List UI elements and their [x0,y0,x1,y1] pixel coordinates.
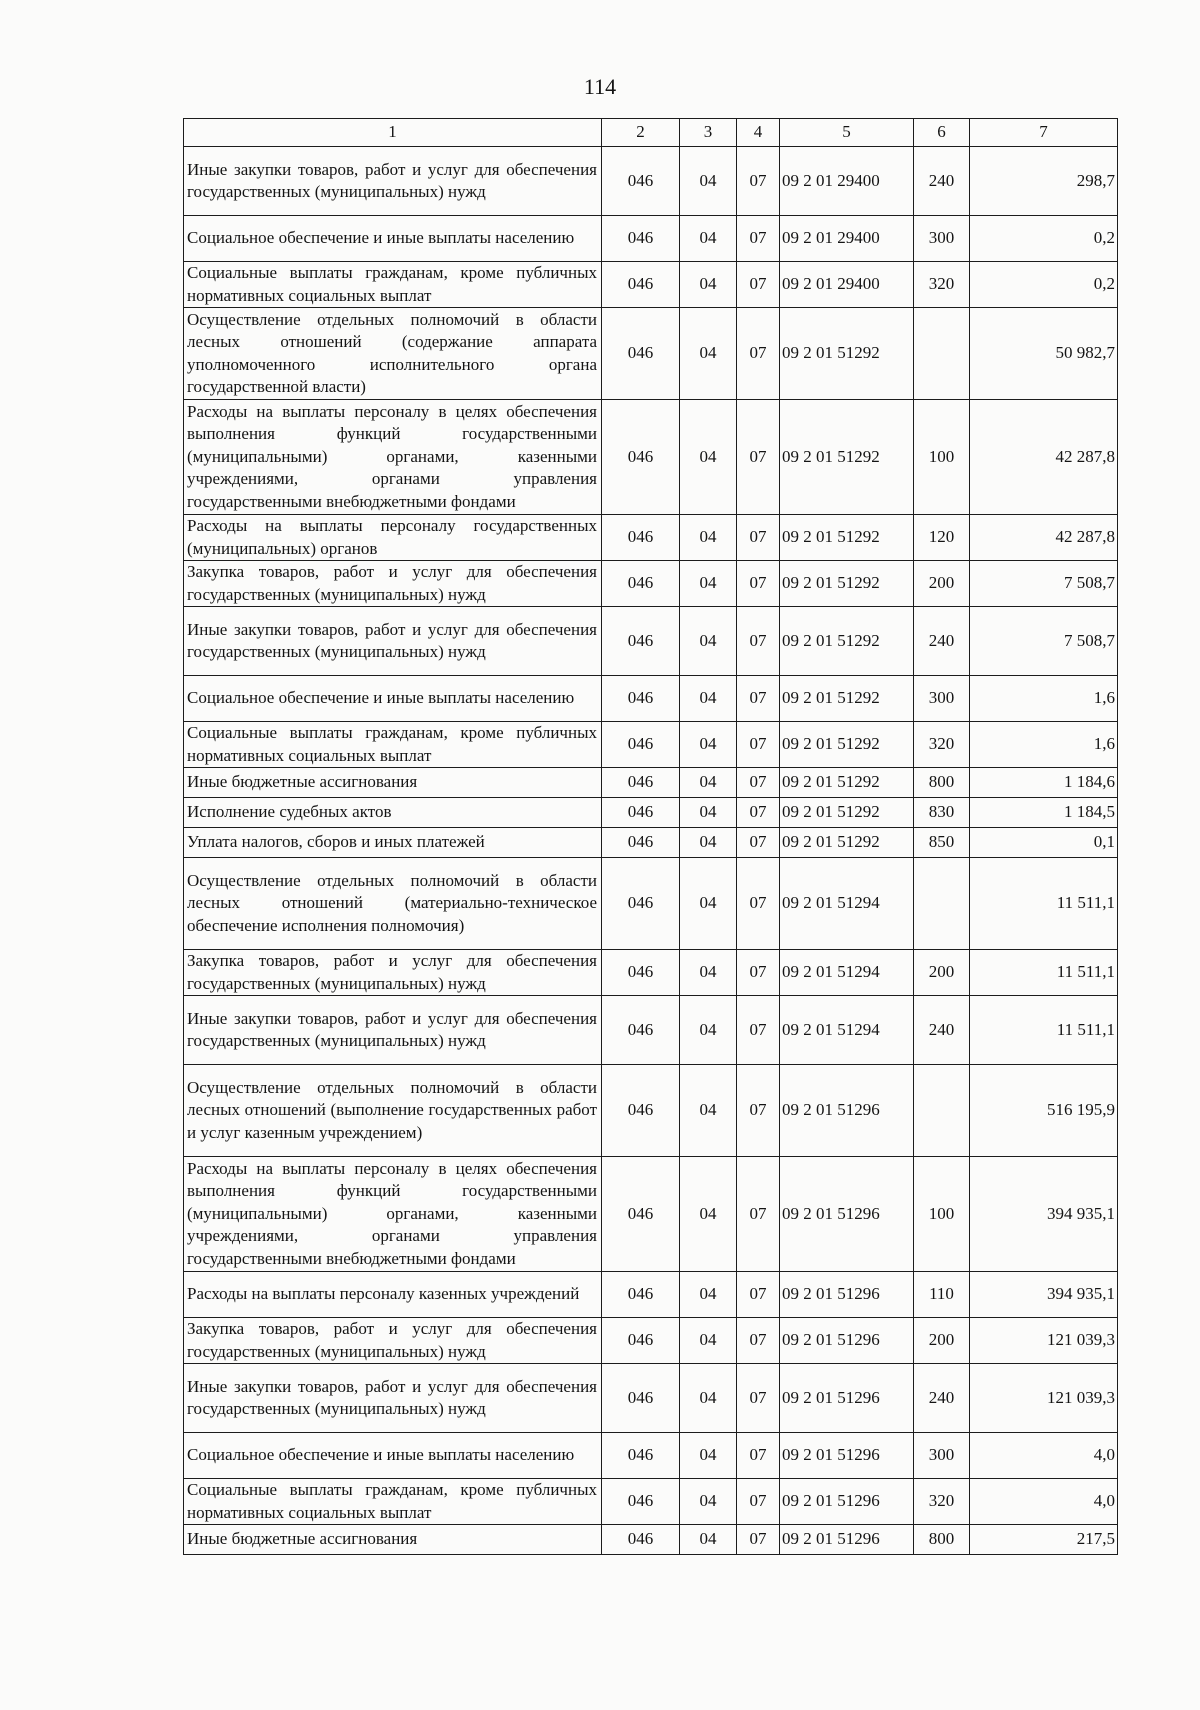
subsection-code-cell: 07 [737,1525,780,1555]
subsection-code-cell: 07 [737,858,780,950]
table-body [184,147,1118,1555]
table-row [184,1318,1118,1364]
subsection-code-cell: 07 [737,1157,780,1272]
ministry-code-cell: 046 [602,768,680,798]
amount-cell: 11 511,1 [970,950,1118,996]
section-code-cell: 04 [680,515,737,561]
target-article-cell: 09 2 01 51294 [780,996,914,1065]
target-article-cell: 09 2 01 29400 [780,147,914,216]
expense-type-cell: 320 [914,722,970,768]
subsection-code-cell: 07 [737,676,780,722]
table-row [184,798,1118,828]
table-row [184,1479,1118,1525]
column-header: 3 [680,119,737,147]
amount-cell: 50 982,7 [970,308,1118,400]
table-row [184,262,1118,308]
subsection-code-cell: 07 [737,828,780,858]
ministry-code-cell: 046 [602,1433,680,1479]
section-code-cell: 04 [680,798,737,828]
target-article-cell: 09 2 01 51292 [780,561,914,607]
subsection-code-cell: 07 [737,996,780,1065]
amount-cell: 121 039,3 [970,1364,1118,1433]
ministry-code-cell: 046 [602,1272,680,1318]
amount-cell: 4,0 [970,1433,1118,1479]
section-code-cell: 04 [680,1272,737,1318]
ministry-code-cell: 046 [602,996,680,1065]
section-code-cell: 04 [680,308,737,400]
expense-name-cell: Иные закупки товаров, работ и услуг для обеспечения государственных (муниципальных) нужд [184,147,602,216]
table-row [184,1525,1118,1555]
expense-name-cell: Осуществление отдельных полномочий в области лесных отношений (материально-техническое обеспечение исполнения полномочия) [184,858,602,950]
section-code-cell: 04 [680,607,737,676]
subsection-code-cell: 07 [737,798,780,828]
section-code-cell: 04 [680,1364,737,1433]
subsection-code-cell: 07 [737,722,780,768]
amount-cell: 217,5 [970,1525,1118,1555]
table-row [184,828,1118,858]
expense-type-cell: 110 [914,1272,970,1318]
target-article-cell: 09 2 01 29400 [780,262,914,308]
subsection-code-cell: 07 [737,1065,780,1157]
expense-type-cell: 100 [914,400,970,515]
table-row [184,607,1118,676]
amount-cell: 11 511,1 [970,858,1118,950]
table-row [184,768,1118,798]
amount-cell: 7 508,7 [970,607,1118,676]
subsection-code-cell: 07 [737,1318,780,1364]
target-article-cell: 09 2 01 51292 [780,400,914,515]
ministry-code-cell: 046 [602,1065,680,1157]
target-article-cell: 09 2 01 51296 [780,1433,914,1479]
target-article-cell: 09 2 01 51292 [780,676,914,722]
table-header-row [184,119,1118,147]
section-code-cell: 04 [680,950,737,996]
expense-name-cell: Иные закупки товаров, работ и услуг для обеспечения государственных (муниципальных) нужд [184,1364,602,1433]
subsection-code-cell: 07 [737,950,780,996]
subsection-code-cell: 07 [737,147,780,216]
expense-type-cell: 320 [914,262,970,308]
amount-cell: 394 935,1 [970,1272,1118,1318]
amount-cell: 1,6 [970,676,1118,722]
target-article-cell: 09 2 01 51292 [780,798,914,828]
table-row [184,996,1118,1065]
budget-table [183,118,1118,1555]
section-code-cell: 04 [680,561,737,607]
ministry-code-cell: 046 [602,858,680,950]
ministry-code-cell: 046 [602,1364,680,1433]
subsection-code-cell: 07 [737,515,780,561]
expense-type-cell: 300 [914,1433,970,1479]
target-article-cell: 09 2 01 29400 [780,216,914,262]
table-row [184,400,1118,515]
subsection-code-cell: 07 [737,1433,780,1479]
expense-type-cell: 800 [914,768,970,798]
subsection-code-cell: 07 [737,262,780,308]
ministry-code-cell: 046 [602,1479,680,1525]
amount-cell: 4,0 [970,1479,1118,1525]
amount-cell: 1 184,6 [970,768,1118,798]
column-header: 1 [184,119,602,147]
ministry-code-cell: 046 [602,828,680,858]
expense-name-cell: Социальное обеспечение и иные выплаты населению [184,1433,602,1479]
target-article-cell: 09 2 01 51296 [780,1525,914,1555]
target-article-cell: 09 2 01 51292 [780,722,914,768]
amount-cell: 11 511,1 [970,996,1118,1065]
target-article-cell: 09 2 01 51296 [780,1272,914,1318]
ministry-code-cell: 046 [602,561,680,607]
subsection-code-cell: 07 [737,1364,780,1433]
expense-name-cell: Закупка товаров, работ и услуг для обеспечения государственных (муниципальных) нужд [184,950,602,996]
expense-name-cell: Социальные выплаты гражданам, кроме публичных нормативных социальных выплат [184,1479,602,1525]
table-row [184,722,1118,768]
ministry-code-cell: 046 [602,1318,680,1364]
section-code-cell: 04 [680,262,737,308]
target-article-cell: 09 2 01 51292 [780,768,914,798]
table-row [184,216,1118,262]
target-article-cell: 09 2 01 51292 [780,308,914,400]
section-code-cell: 04 [680,147,737,216]
expense-type-cell: 300 [914,216,970,262]
expense-type-cell: 240 [914,607,970,676]
expense-name-cell: Социальное обеспечение и иные выплаты населению [184,216,602,262]
amount-cell: 1,6 [970,722,1118,768]
amount-cell: 42 287,8 [970,515,1118,561]
expense-name-cell: Расходы на выплаты персоналу казенных учреждений [184,1272,602,1318]
table-row [184,858,1118,950]
ministry-code-cell: 046 [602,722,680,768]
expense-type-cell: 200 [914,1318,970,1364]
ministry-code-cell: 046 [602,400,680,515]
expense-name-cell: Иные бюджетные ассигнования [184,768,602,798]
ministry-code-cell: 046 [602,308,680,400]
expense-type-cell: 240 [914,147,970,216]
amount-cell: 394 935,1 [970,1157,1118,1272]
ministry-code-cell: 046 [602,798,680,828]
table-row [184,1272,1118,1318]
section-code-cell: 04 [680,1525,737,1555]
subsection-code-cell: 07 [737,768,780,798]
table-row [184,147,1118,216]
expense-name-cell: Исполнение судебных актов [184,798,602,828]
ministry-code-cell: 046 [602,262,680,308]
amount-cell: 42 287,8 [970,400,1118,515]
ministry-code-cell: 046 [602,147,680,216]
table-row [184,308,1118,400]
subsection-code-cell: 07 [737,1479,780,1525]
column-header: 6 [914,119,970,147]
table-row [184,950,1118,996]
section-code-cell: 04 [680,768,737,798]
section-code-cell: 04 [680,1318,737,1364]
expense-type-cell: 240 [914,996,970,1065]
expense-name-cell: Закупка товаров, работ и услуг для обеспечения государственных (муниципальных) нужд [184,1318,602,1364]
table-row [184,1364,1118,1433]
section-code-cell: 04 [680,1433,737,1479]
expense-type-cell: 100 [914,1157,970,1272]
expense-type-cell: 120 [914,515,970,561]
ministry-code-cell: 046 [602,1525,680,1555]
section-code-cell: 04 [680,1157,737,1272]
expense-type-cell [914,1065,970,1157]
expense-type-cell: 240 [914,1364,970,1433]
table-row [184,1157,1118,1272]
expense-type-cell: 320 [914,1479,970,1525]
expense-type-cell: 830 [914,798,970,828]
ministry-code-cell: 046 [602,676,680,722]
target-article-cell: 09 2 01 51296 [780,1157,914,1272]
section-code-cell: 04 [680,828,737,858]
ministry-code-cell: 046 [602,216,680,262]
target-article-cell: 09 2 01 51292 [780,607,914,676]
section-code-cell: 04 [680,722,737,768]
column-header: 5 [780,119,914,147]
expense-type-cell: 850 [914,828,970,858]
expense-name-cell: Расходы на выплаты персоналу государственных (муниципальных) органов [184,515,602,561]
expense-name-cell: Социальные выплаты гражданам, кроме публичных нормативных социальных выплат [184,262,602,308]
expense-name-cell: Иные закупки товаров, работ и услуг для обеспечения государственных (муниципальных) нужд [184,607,602,676]
amount-cell: 7 508,7 [970,561,1118,607]
expense-name-cell: Закупка товаров, работ и услуг для обеспечения государственных (муниципальных) нужд [184,561,602,607]
section-code-cell: 04 [680,400,737,515]
expense-type-cell: 300 [914,676,970,722]
expense-type-cell: 200 [914,561,970,607]
expense-type-cell [914,308,970,400]
expense-type-cell [914,858,970,950]
column-header: 4 [737,119,780,147]
amount-cell: 121 039,3 [970,1318,1118,1364]
section-code-cell: 04 [680,676,737,722]
section-code-cell: 04 [680,216,737,262]
target-article-cell: 09 2 01 51294 [780,858,914,950]
section-code-cell: 04 [680,1065,737,1157]
expense-name-cell: Иные закупки товаров, работ и услуг для обеспечения государственных (муниципальных) нужд [184,996,602,1065]
expense-name-cell: Расходы на выплаты персоналу в целях обеспечения выполнения функций государственными (муниципальными) органами, казенными учреждениями, органами управления государственными внебюджетными фондами [184,400,602,515]
page-number: 114 [583,74,617,99]
table-row [184,515,1118,561]
ministry-code-cell: 046 [602,1157,680,1272]
subsection-code-cell: 07 [737,1272,780,1318]
expense-name-cell: Социальные выплаты гражданам, кроме публичных нормативных социальных выплат [184,722,602,768]
section-code-cell: 04 [680,1479,737,1525]
table-row [184,1433,1118,1479]
column-header: 2 [602,119,680,147]
amount-cell: 0,2 [970,216,1118,262]
expense-name-cell: Расходы на выплаты персоналу в целях обеспечения выполнения функций государственными (муниципальными) органами, казенными учреждениями, органами управления государственными внебюджетными фондами [184,1157,602,1272]
target-article-cell: 09 2 01 51296 [780,1479,914,1525]
section-code-cell: 04 [680,858,737,950]
amount-cell: 0,2 [970,262,1118,308]
subsection-code-cell: 07 [737,308,780,400]
subsection-code-cell: 07 [737,216,780,262]
target-article-cell: 09 2 01 51296 [780,1318,914,1364]
amount-cell: 298,7 [970,147,1118,216]
column-header: 7 [970,119,1118,147]
ministry-code-cell: 046 [602,607,680,676]
section-code-cell: 04 [680,996,737,1065]
ministry-code-cell: 046 [602,950,680,996]
table-row [184,676,1118,722]
ministry-code-cell: 046 [602,515,680,561]
expense-name-cell: Осуществление отдельных полномочий в области лесных отношений (содержание аппарата уполномоченного исполнительного органа государственной власти) [184,308,602,400]
table-row [184,1065,1118,1157]
amount-cell: 516 195,9 [970,1065,1118,1157]
target-article-cell: 09 2 01 51294 [780,950,914,996]
expense-name-cell: Осуществление отдельных полномочий в области лесных отношений (выполнение государственных работ и услуг казенным учреждением) [184,1065,602,1157]
target-article-cell: 09 2 01 51296 [780,1364,914,1433]
subsection-code-cell: 07 [737,400,780,515]
target-article-cell: 09 2 01 51296 [780,1065,914,1157]
amount-cell: 0,1 [970,828,1118,858]
expense-name-cell: Уплата налогов, сборов и иных платежей [184,828,602,858]
target-article-cell: 09 2 01 51292 [780,515,914,561]
target-article-cell: 09 2 01 51292 [780,828,914,858]
subsection-code-cell: 07 [737,607,780,676]
expense-type-cell: 800 [914,1525,970,1555]
subsection-code-cell: 07 [737,561,780,607]
expense-name-cell: Иные бюджетные ассигнования [184,1525,602,1555]
expense-type-cell: 200 [914,950,970,996]
expense-name-cell: Социальное обеспечение и иные выплаты населению [184,676,602,722]
amount-cell: 1 184,5 [970,798,1118,828]
table-row [184,561,1118,607]
